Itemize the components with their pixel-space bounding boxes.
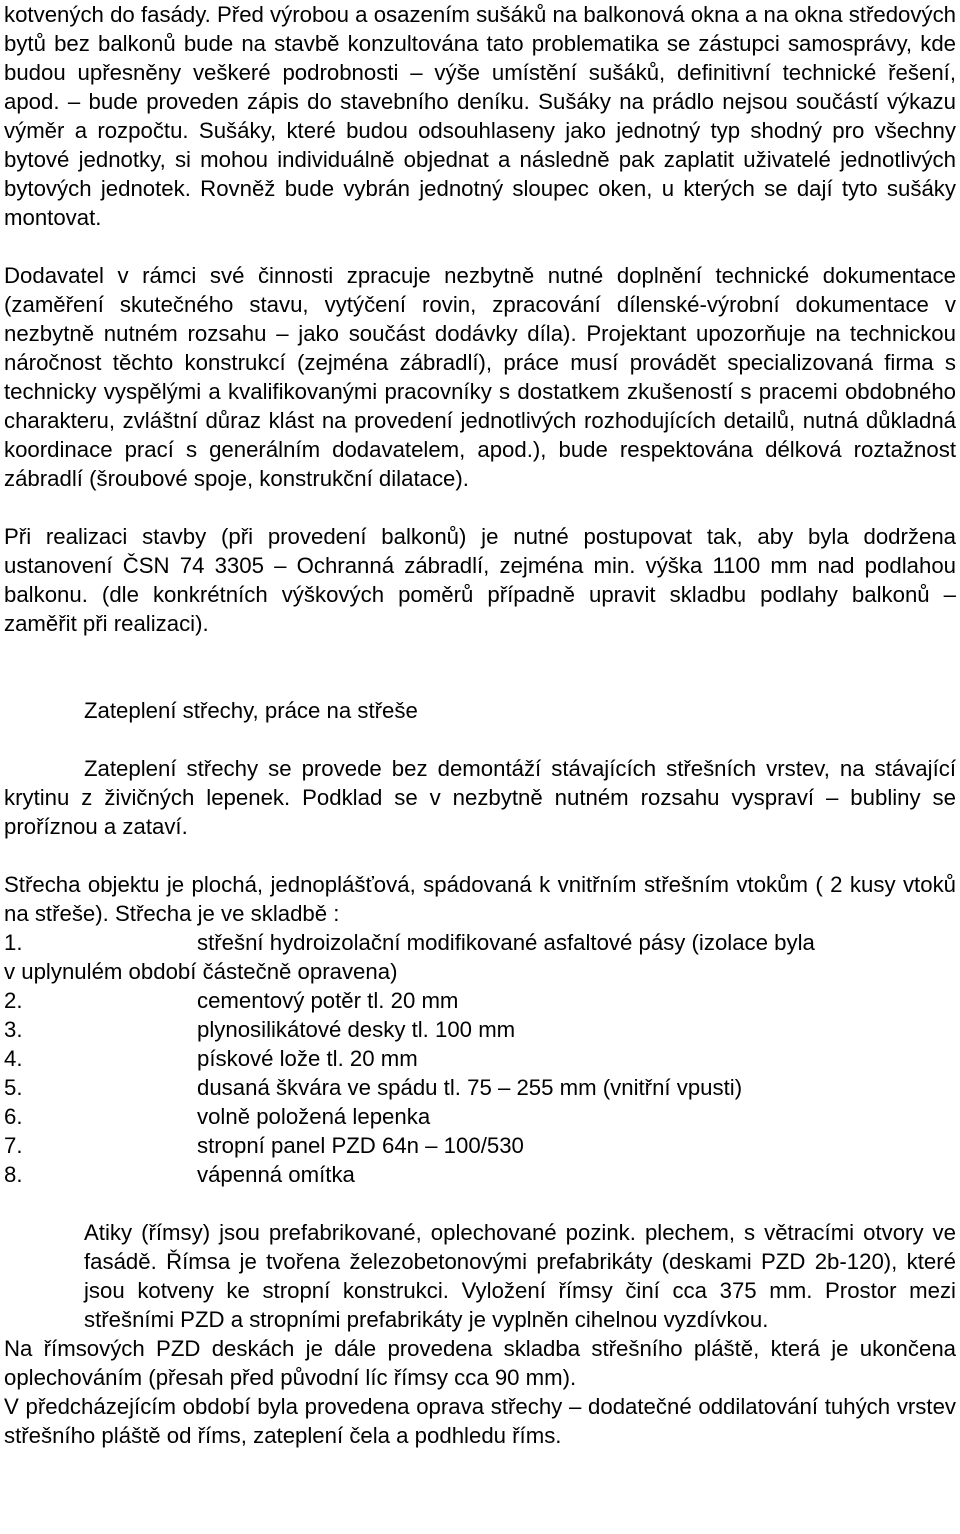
spacer: [4, 841, 956, 870]
roof-layer-list: [4, 928, 956, 1189]
layer-number: 4.: [4, 1046, 23, 1071]
layer-number: 2.: [4, 988, 23, 1013]
layer-number: 6.: [4, 1104, 23, 1129]
paragraph-roof-description: Střecha objektu je plochá, jednoplášťová, spádovaná k vnitřním střešním vtokům ( 2 kusy vtoků na střeše). Střecha je ve skladbě :: [4, 872, 956, 926]
layer-text: vápenná omítka: [197, 1162, 355, 1187]
layer-number: 1.: [4, 930, 23, 955]
paragraph-contractor-documentation: Dodavatel v rámci své činnosti zpracuje nezbytně nutné doplnění technické dokumentace (zaměření skutečného stavu, vytýčení rovin, zpracování dílenské-výrobní dokumentace v nezbytně nutném rozsahu – jako součást dodávky díla). Projektant upozorňuje na technickou náročnost těchto konstrukcí (zejména zábradlí), práce musí provádět specializovaná firma s technicky vyspělými a kvalifikovanými pracovníky s dostatkem zkušeností s pracemi obdobného charakteru, zvláštní důraz klást na provedení jednotlivých rozhodujících detailů, nutná důkladná koordinace prací s generálním dodavatelem, apod.), bude respektována délková roztažnost zábradlí (šroubové spoje, konstrukční dilatace).: [4, 263, 956, 491]
roof-layer-item: [4, 1015, 956, 1044]
paragraph-attics: Atiky (římsy) jsou prefabrikované, oplechované pozink. plechem, s větracími otvory ve fasádě. Římsa je tvořena železobetonovými prefabrikáty (deskami PZD 2b-120), které jsou kotveny ke stropní konstrukci. Vyložení římsy činí cca 375 mm. Prostor mezi střešními PZD a stropními prefabrikáty je vyplněn cihelnou vyzdívkou.: [84, 1220, 956, 1332]
roof-layer-item: [4, 928, 956, 957]
roof-layer-continuation: v uplynulém období částečně opravena): [4, 959, 398, 984]
paragraph-drying-racks: kotvených do fasády. Před výrobou a osazením sušáků na balkonová okna a na okna středových bytů bez balkonů bude na stavbě konzultována tato problematika se zástupci samosprávy, kde budou upřesněny veškeré podrobnosti – výše umístění sušáků, definitivní technické řešení, apod. – bude proveden zápis do stavebního deníku. Sušáky na prádlo nejsou součástí výkazu výměr a rozpočtu. Sušáky, které budou odsouhlaseny jako jednotný typ shodný pro všechny bytové jednotky, si mohou individuálně objednat a následně pak zaplatit uživatelé jednotlivých bytových jednotek. Rovněž bude vybrán jednotný sloupec oken, u kterých se dají tyto sušáky montovat.: [4, 2, 956, 230]
paragraph-cornice-layers: Na římsových PZD deskách je dále provedena skladba střešního pláště, která je ukončena oplechováním (přesah před původní líc římsy cca 90 mm).: [4, 1336, 956, 1390]
layer-text: volně položená lepenka: [197, 1104, 431, 1129]
layer-text: dusaná škvára ve spádu tl. 75 – 255 mm (vnitřní vpusti): [197, 1075, 743, 1100]
layer-number: 8.: [4, 1162, 23, 1187]
layer-text: plynosilikátové desky tl. 100 mm: [197, 1017, 516, 1042]
layer-number: 5.: [4, 1075, 23, 1100]
roof-layer-item: [4, 1044, 956, 1073]
spacer: [4, 493, 956, 522]
paragraph-roof-insulation: Zateplení střechy se provede bez demontáží stávajících střešních vrstev, na stávající krytinu z živičných lepenek. Podklad se v nezbytně nutném rozsahu vyspraví – bubliny se proříznou a zataví.: [4, 756, 956, 839]
paragraph-railing-standard: Při realizaci stavby (při provedení balkonů) je nutné postupovat tak, aby byla dodržena ustanovení ČSN 74 3305 – Ochranná zábradlí, zejména min. výška 1100 mm nad podlahou balkonu. (dle konkrétních výškových poměrů případně upravit skladbu podlahy balkonů – zaměřit při realizaci).: [4, 524, 956, 636]
spacer: [4, 725, 956, 754]
layer-number: 7.: [4, 1133, 23, 1158]
spacer: [4, 232, 956, 261]
document-page: [4, 0, 956, 1450]
layer-text: stropní panel PZD 64n – 100/530: [197, 1133, 524, 1158]
layer-text: střešní hydroizolační modifikované asfaltové pásy (izolace byla: [197, 930, 815, 955]
spacer: [4, 638, 956, 696]
spacer: [4, 1189, 956, 1218]
layer-text: cementový potěr tl. 20 mm: [197, 988, 459, 1013]
roof-layer-item: [4, 1160, 956, 1189]
roof-layer-item: [4, 986, 956, 1015]
section-heading-roof-insulation: Zateplení střechy, práce na střeše: [84, 698, 418, 723]
paragraph-previous-repair: V předcházejícím období byla provedena oprava střechy – dodatečné oddilatování tuhých vrstev střešního pláště od říms, zateplení čela a podhledu říms.: [4, 1394, 956, 1448]
layer-number: 3.: [4, 1017, 23, 1042]
roof-layer-item: [4, 1131, 956, 1160]
layer-text: pískové lože tl. 20 mm: [197, 1046, 418, 1071]
roof-layer-item: [4, 1102, 956, 1131]
roof-layer-item: [4, 1073, 956, 1102]
